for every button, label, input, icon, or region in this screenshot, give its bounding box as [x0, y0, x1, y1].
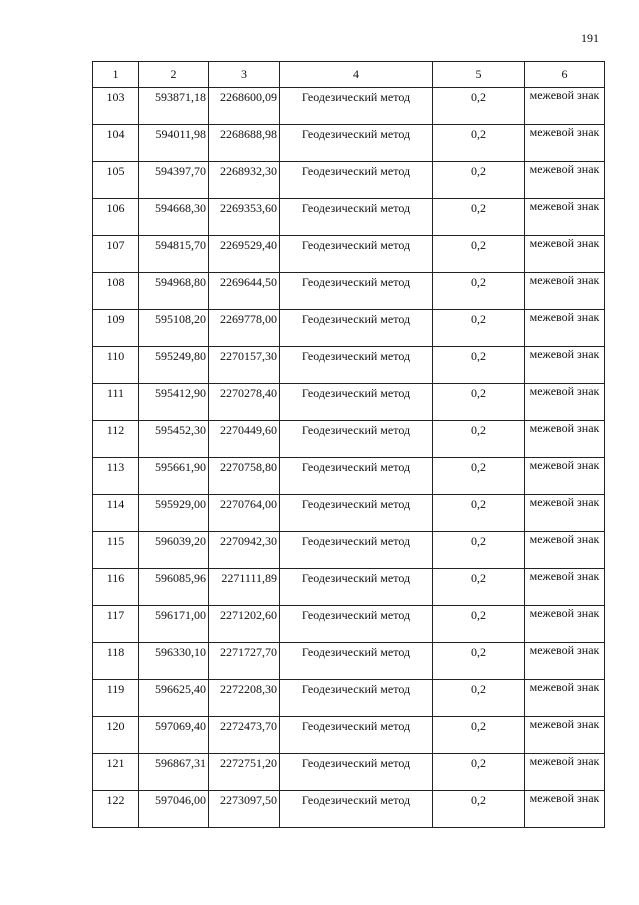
y-coordinate-cell: 2269353,60 — [209, 199, 280, 236]
page-number: 191 — [581, 31, 599, 45]
accuracy-cell: 0,2 — [433, 717, 525, 754]
table-row — [93, 236, 605, 273]
point-number-cell: 110 — [93, 347, 139, 384]
accuracy-cell: 0,2 — [433, 384, 525, 421]
point-number-cell: 109 — [93, 310, 139, 347]
y-coordinate-cell: 2270758,80 — [209, 458, 280, 495]
y-coordinate-cell: 2268688,98 — [209, 125, 280, 162]
table-row — [93, 754, 605, 791]
y-coordinate-cell: 2272473,70 — [209, 717, 280, 754]
accuracy-cell: 0,2 — [433, 643, 525, 680]
table-row — [93, 532, 605, 569]
table-row — [93, 569, 605, 606]
point-number-cell: 115 — [93, 532, 139, 569]
y-coordinate-cell: 2273097,50 — [209, 791, 280, 828]
table-row — [93, 310, 605, 347]
y-coordinate-cell: 2272751,20 — [209, 754, 280, 791]
x-coordinate-cell: 597046,00 — [139, 791, 209, 828]
mark-type-cell: межевой знак — [525, 754, 605, 791]
method-cell: Геодезический метод — [280, 458, 433, 495]
method-cell: Геодезический метод — [280, 569, 433, 606]
accuracy-cell: 0,2 — [433, 310, 525, 347]
method-cell: Геодезический метод — [280, 347, 433, 384]
x-coordinate-cell: 595929,00 — [139, 495, 209, 532]
method-cell: Геодезический метод — [280, 643, 433, 680]
point-number-cell: 112 — [93, 421, 139, 458]
x-coordinate-cell: 597069,40 — [139, 717, 209, 754]
x-coordinate-cell: 596867,31 — [139, 754, 209, 791]
point-number-cell: 114 — [93, 495, 139, 532]
accuracy-cell: 0,2 — [433, 273, 525, 310]
mark-type-cell: межевой знак — [525, 791, 605, 828]
table-row — [93, 347, 605, 384]
x-coordinate-cell: 595249,80 — [139, 347, 209, 384]
method-cell: Геодезический метод — [280, 791, 433, 828]
table-body — [93, 88, 605, 828]
point-number-cell: 113 — [93, 458, 139, 495]
method-cell: Геодезический метод — [280, 88, 433, 125]
mark-type-cell: межевой знак — [525, 310, 605, 347]
table-row — [93, 717, 605, 754]
mark-type-cell: межевой знак — [525, 88, 605, 125]
table-row — [93, 273, 605, 310]
table-row — [93, 421, 605, 458]
point-number-cell: 119 — [93, 680, 139, 717]
mark-type-cell: межевой знак — [525, 199, 605, 236]
point-number-cell: 120 — [93, 717, 139, 754]
y-coordinate-cell: 2270278,40 — [209, 384, 280, 421]
column-header: 2 — [139, 62, 209, 88]
y-coordinate-cell: 2268600,09 — [209, 88, 280, 125]
y-coordinate-cell: 2270449,60 — [209, 421, 280, 458]
x-coordinate-cell: 594011,98 — [139, 125, 209, 162]
table-row — [93, 384, 605, 421]
accuracy-cell: 0,2 — [433, 88, 525, 125]
accuracy-cell: 0,2 — [433, 421, 525, 458]
table-row — [93, 125, 605, 162]
point-number-cell: 107 — [93, 236, 139, 273]
table-row — [93, 199, 605, 236]
table-row — [93, 643, 605, 680]
column-header: 3 — [209, 62, 280, 88]
table-row — [93, 458, 605, 495]
x-coordinate-cell: 595412,90 — [139, 384, 209, 421]
accuracy-cell: 0,2 — [433, 532, 525, 569]
column-header: 4 — [280, 62, 433, 88]
point-number-cell: 111 — [93, 384, 139, 421]
mark-type-cell: межевой знак — [525, 717, 605, 754]
method-cell: Геодезический метод — [280, 495, 433, 532]
method-cell: Геодезический метод — [280, 606, 433, 643]
mark-type-cell: межевой знак — [525, 532, 605, 569]
x-coordinate-cell: 594968,80 — [139, 273, 209, 310]
point-number-cell: 117 — [93, 606, 139, 643]
y-coordinate-cell: 2271202,60 — [209, 606, 280, 643]
point-number-cell: 104 — [93, 125, 139, 162]
mark-type-cell: межевой знак — [525, 347, 605, 384]
accuracy-cell: 0,2 — [433, 754, 525, 791]
x-coordinate-cell: 596625,40 — [139, 680, 209, 717]
point-number-cell: 106 — [93, 199, 139, 236]
point-number-cell: 103 — [93, 88, 139, 125]
x-coordinate-cell: 594815,70 — [139, 236, 209, 273]
accuracy-cell: 0,2 — [433, 606, 525, 643]
mark-type-cell: межевой знак — [525, 421, 605, 458]
x-coordinate-cell: 596085,96 — [139, 569, 209, 606]
table-header-row — [93, 62, 605, 88]
table-row — [93, 791, 605, 828]
table-row — [93, 495, 605, 532]
method-cell: Геодезический метод — [280, 199, 433, 236]
mark-type-cell: межевой знак — [525, 569, 605, 606]
y-coordinate-cell: 2271727,70 — [209, 643, 280, 680]
x-coordinate-cell: 595452,30 — [139, 421, 209, 458]
point-number-cell: 122 — [93, 791, 139, 828]
y-coordinate-cell: 2270764,00 — [209, 495, 280, 532]
x-coordinate-cell: 596171,00 — [139, 606, 209, 643]
accuracy-cell: 0,2 — [433, 791, 525, 828]
y-coordinate-cell: 2272208,30 — [209, 680, 280, 717]
y-coordinate-cell: 2270942,30 — [209, 532, 280, 569]
table-row — [93, 680, 605, 717]
method-cell: Геодезический метод — [280, 754, 433, 791]
table-row — [93, 606, 605, 643]
point-number-cell: 108 — [93, 273, 139, 310]
table-row — [93, 88, 605, 125]
method-cell: Геодезический метод — [280, 273, 433, 310]
accuracy-cell: 0,2 — [433, 495, 525, 532]
column-header: 5 — [433, 62, 525, 88]
accuracy-cell: 0,2 — [433, 125, 525, 162]
x-coordinate-cell: 595108,20 — [139, 310, 209, 347]
mark-type-cell: межевой знак — [525, 643, 605, 680]
method-cell: Геодезический метод — [280, 680, 433, 717]
y-coordinate-cell: 2268932,30 — [209, 162, 280, 199]
accuracy-cell: 0,2 — [433, 236, 525, 273]
y-coordinate-cell: 2270157,30 — [209, 347, 280, 384]
table-row — [93, 162, 605, 199]
accuracy-cell: 0,2 — [433, 458, 525, 495]
accuracy-cell: 0,2 — [433, 569, 525, 606]
y-coordinate-cell: 2269778,00 — [209, 310, 280, 347]
y-coordinate-cell: 2269644,50 — [209, 273, 280, 310]
y-coordinate-cell: 2269529,40 — [209, 236, 280, 273]
method-cell: Геодезический метод — [280, 236, 433, 273]
mark-type-cell: межевой знак — [525, 236, 605, 273]
method-cell: Геодезический метод — [280, 125, 433, 162]
x-coordinate-cell: 596039,20 — [139, 532, 209, 569]
mark-type-cell: межевой знак — [525, 125, 605, 162]
coordinates-table — [92, 61, 605, 828]
method-cell: Геодезический метод — [280, 717, 433, 754]
accuracy-cell: 0,2 — [433, 162, 525, 199]
x-coordinate-cell: 596330,10 — [139, 643, 209, 680]
method-cell: Геодезический метод — [280, 532, 433, 569]
mark-type-cell: межевой знак — [525, 495, 605, 532]
mark-type-cell: межевой знак — [525, 384, 605, 421]
y-coordinate-cell: 2271111,89 — [209, 569, 280, 606]
point-number-cell: 121 — [93, 754, 139, 791]
mark-type-cell: межевой знак — [525, 273, 605, 310]
accuracy-cell: 0,2 — [433, 680, 525, 717]
column-header: 1 — [93, 62, 139, 88]
column-header: 6 — [525, 62, 605, 88]
point-number-cell: 116 — [93, 569, 139, 606]
mark-type-cell: межевой знак — [525, 606, 605, 643]
mark-type-cell: межевой знак — [525, 680, 605, 717]
method-cell: Геодезический метод — [280, 421, 433, 458]
accuracy-cell: 0,2 — [433, 199, 525, 236]
x-coordinate-cell: 594397,70 — [139, 162, 209, 199]
x-coordinate-cell: 593871,18 — [139, 88, 209, 125]
point-number-cell: 105 — [93, 162, 139, 199]
mark-type-cell: межевой знак — [525, 458, 605, 495]
method-cell: Геодезический метод — [280, 310, 433, 347]
x-coordinate-cell: 595661,90 — [139, 458, 209, 495]
accuracy-cell: 0,2 — [433, 347, 525, 384]
point-number-cell: 118 — [93, 643, 139, 680]
x-coordinate-cell: 594668,30 — [139, 199, 209, 236]
method-cell: Геодезический метод — [280, 384, 433, 421]
method-cell: Геодезический метод — [280, 162, 433, 199]
mark-type-cell: межевой знак — [525, 162, 605, 199]
